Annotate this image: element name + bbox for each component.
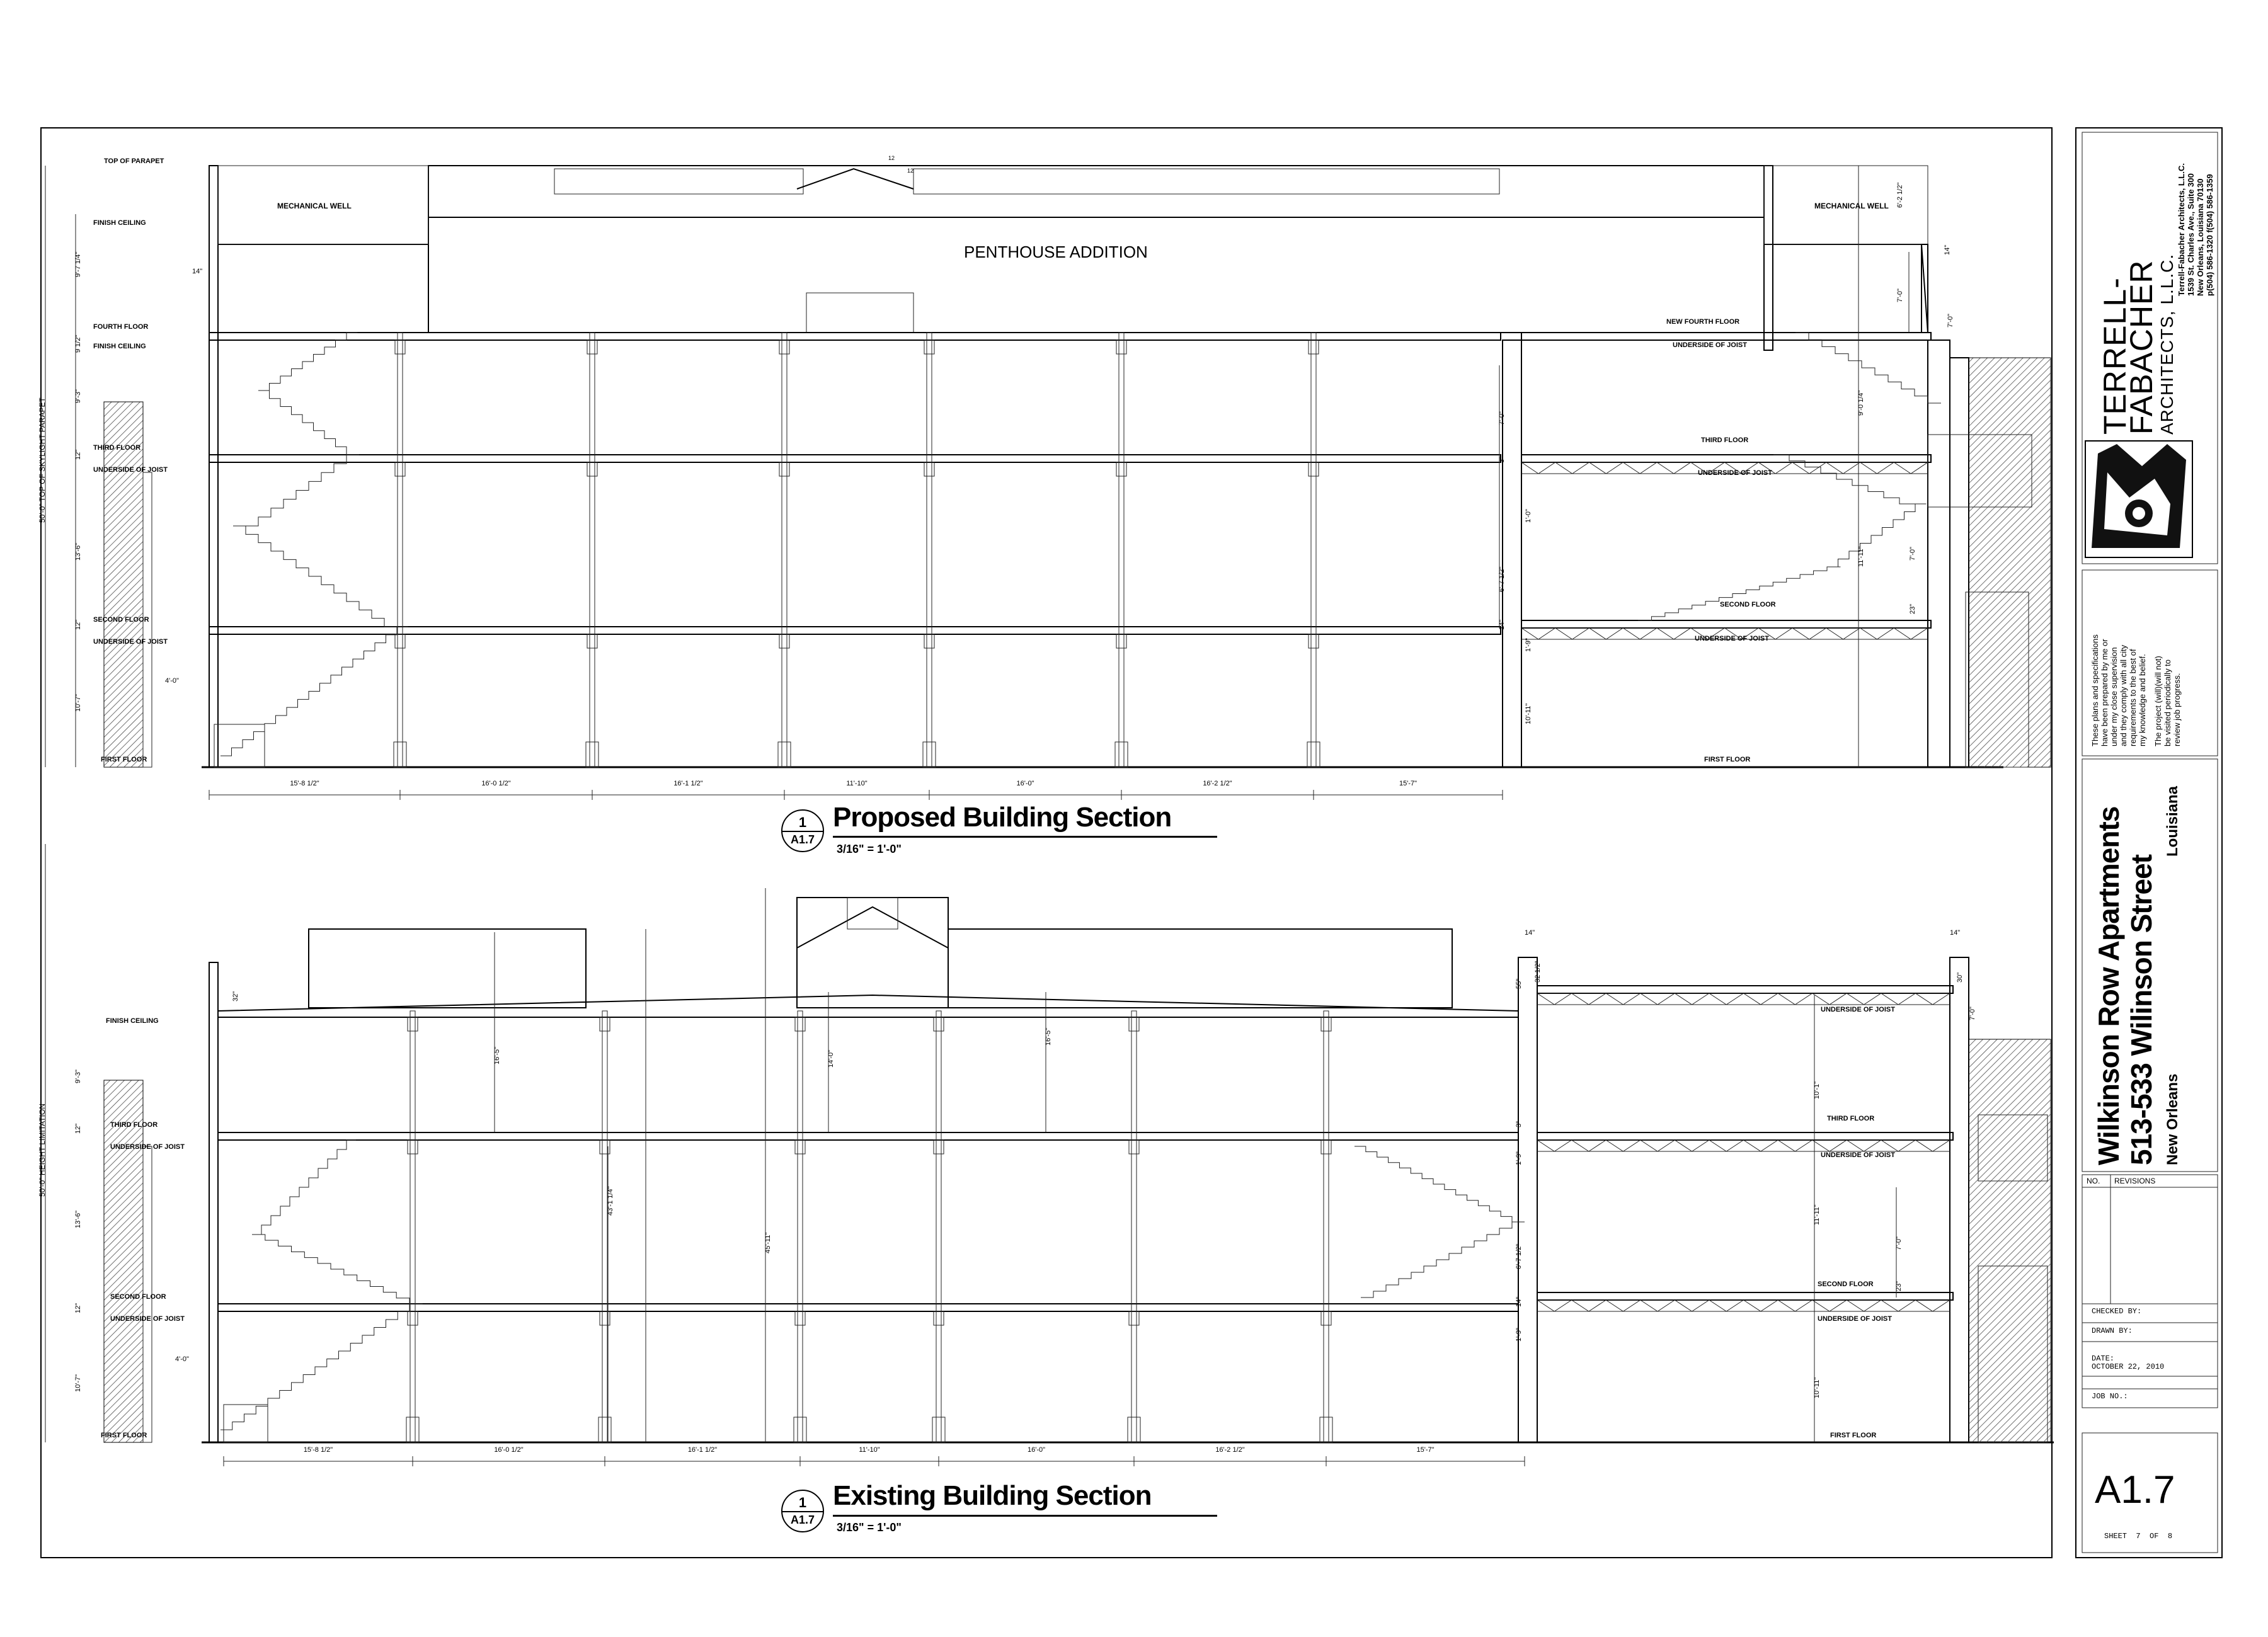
dim-label: 4'-0" bbox=[175, 1355, 189, 1363]
level-label: UNDERSIDE OF JOIST bbox=[93, 638, 168, 646]
column bbox=[1324, 1011, 1329, 1442]
firm-address-line: Terrell-Fabacher Architects, L.L.C. bbox=[2177, 163, 2186, 296]
mechanical-well-left bbox=[218, 166, 428, 244]
vertical-dimension: 10'-11" bbox=[1813, 1377, 1821, 1398]
vertical-dimension: 1'-9" bbox=[1515, 1328, 1523, 1342]
vertical-dimension: 16'-5" bbox=[1045, 1027, 1052, 1046]
penthouse-label: PENTHOUSE ADDITION bbox=[964, 242, 1148, 261]
bay-dimension: 16'-0 1/2" bbox=[494, 1446, 524, 1454]
vertical-dimension: 7'-0" bbox=[1969, 1007, 1976, 1020]
level-label: SECOND FLOOR bbox=[93, 616, 149, 624]
proposed-scale: 3/16" = 1'-0" bbox=[837, 843, 902, 855]
existing-scale: 3/16" = 1'-0" bbox=[837, 1521, 902, 1534]
vertical-dimension: 14" bbox=[1944, 244, 1951, 255]
project-name: Wilkinson Row Apartments bbox=[2092, 806, 2125, 1165]
level-label: FIRST FLOOR bbox=[1830, 1432, 1877, 1439]
level-label: FINISH CEILING bbox=[93, 219, 146, 227]
column bbox=[1311, 333, 1316, 767]
revisions-panel bbox=[2082, 1175, 2218, 1408]
dim-label: 12 bbox=[907, 168, 914, 174]
level-label: UNDERSIDE OF JOIST bbox=[1673, 341, 1747, 349]
level-label: THIRD FLOOR bbox=[110, 1121, 158, 1129]
project-state: Louisiana bbox=[2164, 785, 2181, 857]
cert-line: requirements to the best of bbox=[2128, 649, 2138, 746]
level-label: UNDERSIDE OF JOIST bbox=[1695, 635, 1769, 642]
column bbox=[1131, 1011, 1137, 1442]
level-label: UNDERSIDE OF JOIST bbox=[93, 466, 168, 474]
bay-dimension: 16'-2 1/2" bbox=[1203, 780, 1232, 787]
column bbox=[398, 333, 403, 767]
vertical-dimension: 11'-11" bbox=[1857, 546, 1865, 567]
vertical-dimension: 9'-0 1/4" bbox=[1857, 390, 1865, 416]
date-label: DATE: bbox=[2092, 1354, 2115, 1363]
firm-address-line: p(504) 586-1320 f(504) 586-1359 bbox=[2205, 174, 2214, 296]
vertical-dimension: 10'-7" bbox=[74, 1374, 82, 1392]
vertical-dimension: 14'-0" bbox=[827, 1049, 835, 1068]
penthouse-addition bbox=[428, 166, 1764, 333]
cert-line: under my close supervision bbox=[2109, 647, 2119, 746]
existing-section-title: Existing Building Section bbox=[833, 1480, 1152, 1511]
level-label: THIRD FLOOR bbox=[93, 444, 141, 452]
bay-dimension: 15'-7" bbox=[1416, 1446, 1435, 1454]
firm-address-line: 1539 St. Charles Ave., Suite 300 bbox=[2186, 173, 2196, 296]
cert-line: have been prepared by me or bbox=[2100, 639, 2109, 746]
bay-dimension: 16'-1 1/2" bbox=[687, 1446, 718, 1454]
cert-line: review job progress. bbox=[2172, 673, 2182, 746]
vertical-dimension: 16'-5" bbox=[493, 1046, 501, 1064]
vertical-dimension: 14" bbox=[1498, 619, 1506, 630]
level-label: SECOND FLOOR bbox=[110, 1293, 166, 1301]
vertical-dimension: 11'-11" bbox=[1813, 1204, 1821, 1225]
vertical-dimension: 7'-0" bbox=[1498, 411, 1506, 425]
vertical-dimension: 12" bbox=[74, 619, 82, 630]
sheet-number: A1.7 bbox=[2095, 1468, 2175, 1512]
bay-dimension: 16'-0" bbox=[1027, 1446, 1046, 1454]
vertical-dimension: 13'-6" bbox=[74, 542, 82, 561]
bay-dimension: 15'-8 1/2" bbox=[290, 780, 319, 787]
column bbox=[936, 1011, 941, 1442]
bay-dimension: 16'-0" bbox=[1016, 780, 1034, 787]
proposed-section-title: Proposed Building Section bbox=[833, 802, 1172, 833]
vertical-dimension: 9'-3" bbox=[74, 1069, 82, 1083]
vertical-dimension: 7'-0" bbox=[1947, 314, 1954, 328]
vertical-dimension: 23" bbox=[1909, 603, 1916, 614]
bay-dimension: 11'-10" bbox=[859, 1446, 880, 1454]
column bbox=[410, 1011, 415, 1442]
level-label: UNDERSIDE OF JOIST bbox=[1698, 469, 1772, 477]
vertical-dimension: 10'-1" bbox=[1813, 1081, 1821, 1099]
cert-line: my knowledge and belief. bbox=[2138, 654, 2147, 746]
vertical-dimension: 32 1/2" bbox=[1534, 961, 1542, 983]
level-label: SECOND FLOOR bbox=[1720, 601, 1776, 608]
level-label: UNDERSIDE OF JOIST bbox=[1818, 1315, 1892, 1323]
sheet-count: SHEET 7 OF 8 bbox=[2104, 1532, 2173, 1541]
level-label: UNDERSIDE OF JOIST bbox=[110, 1315, 185, 1323]
existing-sheet-ref: A1.7 bbox=[790, 1514, 815, 1526]
vertical-dimension: 6'-2 1/2" bbox=[1896, 182, 1904, 208]
bay-dimension: 16'-1 1/2" bbox=[673, 780, 703, 787]
firm-address-line: New Orleans, Louisiana 70130 bbox=[2196, 178, 2205, 296]
sheet-number-panel bbox=[2082, 1433, 2218, 1553]
mechanical-well-left-label: MECHANICAL WELL bbox=[277, 202, 352, 210]
bay-dimension: 16'-0 1/2" bbox=[481, 780, 511, 787]
vertical-dimension: 1'-9" bbox=[1525, 638, 1532, 652]
level-label: NEW FOURTH FLOOR bbox=[1666, 318, 1740, 326]
vertical-dimension: 12" bbox=[74, 1123, 82, 1134]
firm-logo bbox=[2085, 441, 2192, 557]
cert-line: These plans and specifications bbox=[2090, 634, 2100, 746]
firm-name-3: ARCHITECTS, L.L.C. bbox=[2157, 253, 2177, 435]
vertical-dimension: 50'-0" TOP OF SKYLIGHT PARAPET bbox=[38, 397, 47, 523]
cert-line: The project (will)(will not) bbox=[2153, 656, 2163, 746]
firm-name-1: TERRELL- bbox=[2097, 277, 2133, 435]
mechanical-well-right bbox=[1764, 166, 1928, 244]
level-label: FIRST FLOOR bbox=[1704, 756, 1751, 763]
revisions-label: REVISIONS bbox=[2114, 1177, 2156, 1185]
existing-detail-number: 1 bbox=[798, 1495, 807, 1510]
vertical-dimension: 12" bbox=[74, 1303, 82, 1313]
level-label: THIRD FLOOR bbox=[1701, 436, 1749, 444]
vertical-dimension: 12" bbox=[74, 449, 82, 460]
existing-building-section bbox=[45, 844, 2054, 1466]
dim-label: 12 bbox=[888, 155, 895, 161]
vertical-dimension: 9 1/2" bbox=[74, 334, 82, 353]
vertical-dimension: 6'-7 1/2" bbox=[1498, 566, 1506, 592]
cert-line: and they comply with all city bbox=[2119, 644, 2128, 746]
vertical-dimension: 7'-0" bbox=[1896, 288, 1904, 302]
proposed-detail-number: 1 bbox=[798, 814, 807, 830]
level-label: FOURTH FLOOR bbox=[93, 323, 149, 331]
level-label: UNDERSIDE OF JOIST bbox=[1821, 1151, 1895, 1159]
vertical-dimension: 1'-0" bbox=[1525, 509, 1532, 523]
bay-dimension: 15'-8 1/2" bbox=[303, 1446, 333, 1454]
vertical-dimension: 55" bbox=[1515, 978, 1523, 989]
title-block-border bbox=[2076, 128, 2222, 1558]
vertical-dimension: 9'-7 1/4" bbox=[74, 251, 82, 277]
column bbox=[602, 1011, 607, 1442]
column bbox=[927, 333, 932, 767]
vertical-dimension: 6'-7 1/2" bbox=[1515, 1243, 1523, 1269]
column bbox=[782, 333, 787, 767]
level-label: SECOND FLOOR bbox=[1818, 1281, 1874, 1288]
certification-panel bbox=[2082, 570, 2218, 756]
proposed-building-section bbox=[45, 166, 2051, 800]
level-label: THIRD FLOOR bbox=[1827, 1115, 1875, 1122]
level-label: UNDERSIDE OF JOIST bbox=[1821, 1006, 1895, 1013]
checked-by-label: CHECKED BY: bbox=[2092, 1307, 2142, 1316]
cert-line: be visited periodically to bbox=[2163, 659, 2172, 746]
sheet-border bbox=[41, 128, 2052, 1558]
project-panel bbox=[2082, 759, 2218, 1172]
level-label: FINISH CEILING bbox=[106, 1017, 159, 1025]
bay-dimension: 16'-2 1/2" bbox=[1215, 1446, 1245, 1454]
vertical-dimension: 45'-11" bbox=[764, 1232, 772, 1253]
project-city: New Orleans bbox=[2164, 1073, 2181, 1165]
dim-label: 14" bbox=[1525, 929, 1535, 937]
level-label: UNDERSIDE OF JOIST bbox=[110, 1143, 185, 1151]
firm-name-2: FABACHER bbox=[2124, 260, 2159, 435]
vertical-dimension: 30" bbox=[1956, 972, 1964, 983]
vertical-dimension: 13'-6" bbox=[74, 1210, 82, 1228]
vertical-dimension: 50'-0" HEIGHT LIMITATION bbox=[38, 1104, 47, 1197]
vertical-dimension: 23" bbox=[1895, 1281, 1903, 1291]
proposed-sheet-ref: A1.7 bbox=[790, 833, 815, 846]
bay-dimension: 15'-7" bbox=[1399, 780, 1418, 787]
job-number-label: JOB NO.: bbox=[2092, 1392, 2128, 1401]
level-label: FIRST FLOOR bbox=[101, 756, 147, 763]
vertical-dimension: 1'-9" bbox=[1515, 1151, 1523, 1165]
vertical-dimension: 7'-0" bbox=[1909, 547, 1916, 561]
vertical-dimension: 14" bbox=[1515, 1296, 1523, 1307]
dim-label: 4'-0" bbox=[165, 677, 179, 685]
vertical-dimension: 7'-0" bbox=[1895, 1236, 1903, 1250]
bay-dimension: 11'-10" bbox=[846, 780, 868, 787]
vertical-dimension: 43'-1 1/4" bbox=[607, 1186, 614, 1216]
vertical-dimension: 10'-7" bbox=[74, 693, 82, 712]
level-label: FINISH CEILING bbox=[93, 343, 146, 350]
level-label: TOP OF PARAPET bbox=[104, 157, 164, 165]
column bbox=[590, 333, 595, 767]
mechanical-well-right-label: MECHANICAL WELL bbox=[1814, 202, 1889, 210]
column bbox=[798, 1011, 803, 1442]
date-value: OCTOBER 22, 2010 bbox=[2092, 1362, 2165, 1371]
vertical-dimension: 10'-11" bbox=[1525, 703, 1532, 724]
vertical-dimension: 3" bbox=[1498, 456, 1506, 463]
level-label: FIRST FLOOR bbox=[101, 1432, 147, 1439]
vertical-dimension: 3" bbox=[1515, 1121, 1523, 1127]
dim-label: 14" bbox=[1950, 929, 1961, 937]
vertical-dimension: 32" bbox=[232, 991, 239, 1001]
revisions-no-label: NO. bbox=[2087, 1177, 2100, 1185]
vertical-dimension: 9'-3" bbox=[74, 389, 82, 403]
column bbox=[1119, 333, 1124, 767]
dim-label: 14" bbox=[192, 268, 203, 275]
project-address: 513-533 Wilinson Street bbox=[2125, 855, 2158, 1165]
drawn-by-label: DRAWN BY: bbox=[2092, 1326, 2133, 1335]
